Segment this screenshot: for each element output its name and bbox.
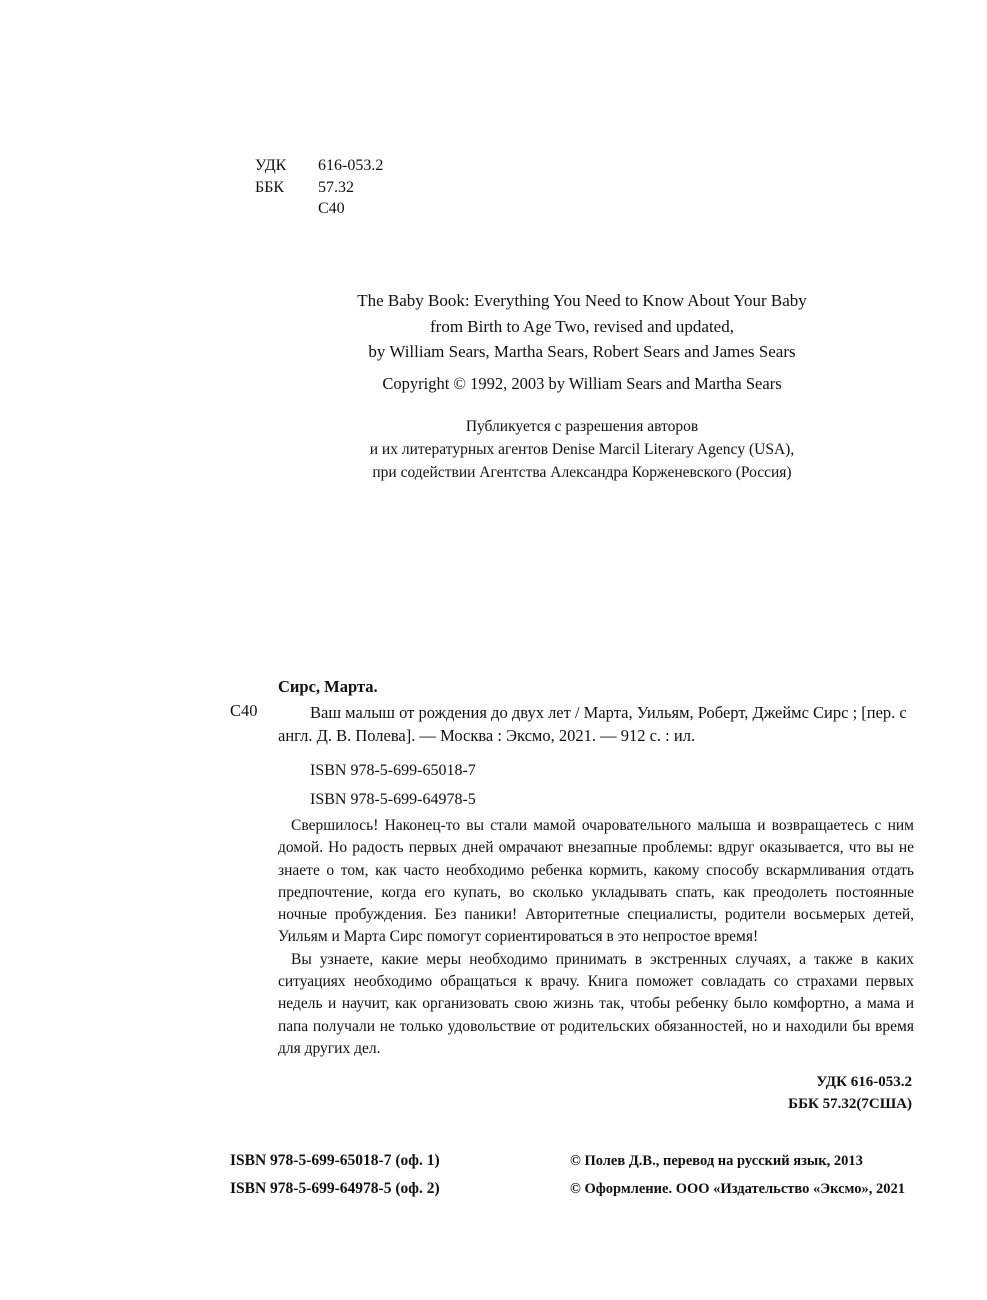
permission-line-3: при содействии Агентства Александра Корженевского (Россия) (372, 464, 792, 481)
annotation (278, 815, 914, 1060)
footer-isbn-block (230, 1147, 440, 1203)
original-title-line-3: by William Sears, Martha Sears, Robert Sears and James Sears (368, 342, 796, 361)
catalog-code: С40 (230, 701, 258, 720)
book-code: С40 (318, 200, 345, 217)
annotation-paragraph-2: Вы узнаете, какие меры необходимо принимать в экстренных случаях, а также в каких ситуациях необходимо обращаться к врачу. Книга поможет совладать со страхами первых недель и научит, как организовать свою жизнь так, чтобы ребенку было комфортно, а мама и папа получали не только удовольствие от родительских обязанностей, но и находили бы время для других дел. (278, 950, 914, 1057)
udk-right: УДК 616-053.2 (816, 1074, 912, 1090)
footer-copyright-design: © Оформление. ООО «Издательство «Эксмо», 2021 (570, 1181, 905, 1197)
original-title-line-2: from Birth to Age Two, revised and updated, (430, 316, 734, 336)
permission-line-2: и их литературных агентов Denise Marcil Literary Agency (USA), (369, 441, 795, 458)
catalog-description: Ваш малыш от рождения до двух лет / Марта, Уильям, Роберт, Джеймс Сирс ; [пер. с англ. Д. В. Полева]. — Москва : Эксмо, 2021. — 912 с. : ил. (278, 703, 907, 745)
footer-copyright-translation: © Полев Д.В., перевод на русский язык, 2013 (570, 1153, 863, 1169)
isbn-block (310, 756, 476, 814)
footer-copyright-block (570, 1147, 905, 1203)
isbn-2: ISBN 978-5-699-64978-5 (310, 791, 476, 808)
top-classification-codes (255, 155, 383, 220)
bbk-right: ББК 57.32(7США) (788, 1096, 912, 1112)
udk-row (255, 155, 383, 177)
udk-value: 616-053.2 (318, 157, 384, 174)
bbk-value: 57.32 (318, 178, 354, 196)
original-title (230, 288, 934, 365)
original-title-line-1: The Baby Book: Everything You Need to Know About Your Baby (357, 291, 807, 310)
isbn-1: ISBN 978-5-699-65018-7 (310, 762, 476, 779)
catalog-author: Сирс, Марта. (278, 677, 378, 696)
annotation-paragraph-1: Свершилось! Наконец-то вы стали мамой очаровательного малыша и возвращаетесь с ним домой. Но радость первых дней омрачают внезапные проблемы: вдруг оказывается, что вы не знаете о том, как часто необходимо ребенка кормить, какому способу вскармливания отдать предпочтение, когда его купать, во сколько укладывать спать, как преодолеть постоянные ночные пробуждения. Без паники! Авторитетные специалисты, родители восьмерых детей, Уильям и Марта Сирс помогут сориентироваться в это непростое время! (278, 817, 914, 946)
original-copyright: Copyright © 1992, 2003 by William Sears and Martha Sears (382, 374, 782, 393)
bbk-row (255, 177, 383, 199)
classification-right (278, 1071, 912, 1115)
udk-label: УДК (255, 157, 287, 174)
footer-isbn-1: ISBN 978-5-699-65018-7 (оф. 1) (230, 1152, 440, 1169)
footer-isbn-2: ISBN 978-5-699-64978-5 (оф. 2) (230, 1180, 440, 1197)
bbk-label: ББК (255, 178, 285, 196)
permission-line-1: Публикуется с разрешения авторов (465, 418, 699, 435)
permission-block (230, 415, 934, 484)
